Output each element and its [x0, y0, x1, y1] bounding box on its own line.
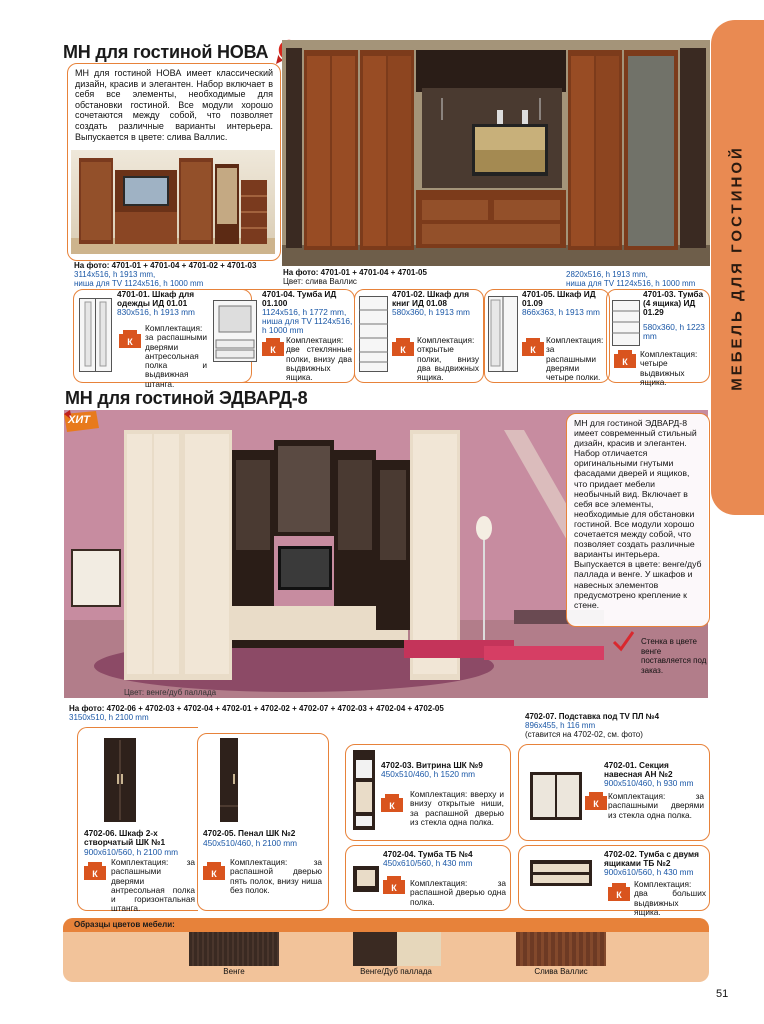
nova-item-code-5: 4701-03. Тумба (4 ящика) ИД 01.29 [643, 289, 704, 317]
nova-item-drawing-4 [488, 296, 518, 372]
kit-icon [522, 338, 544, 356]
side-tab-label: МЕБЕЛЬ ДЛЯ ГОСТИНОЙ [728, 145, 746, 391]
nova-item-kit-3: Комплектация: открытые полки, внизу два выдвижных ящика. [417, 335, 479, 383]
swatch-venge-oak [353, 932, 441, 966]
swatch-venge [189, 932, 279, 966]
nova-item-kit-2: Комплектация: две стеклянные полки, внизу два выдвижных ящика. [286, 335, 352, 383]
nova-item-drawing-5 [612, 300, 640, 346]
edward-item-drawing-6 [530, 860, 592, 886]
hit-badge: ХИТ [62, 410, 100, 434]
edward-item-drawing-4 [353, 866, 379, 892]
nova-photo-small [71, 150, 275, 254]
nova-item-kit-4: Комплектация: за распашными дверями четыре полки. [546, 335, 604, 383]
nova-item-code-1: 4701-01. Шкаф для одежды ИД 01.01 [117, 289, 195, 308]
edward-item-dims-4: 450x610/560, h 430 mm [383, 858, 473, 868]
edward-item-dims-3: 450x510/460, h 1520 mm [381, 769, 476, 779]
edward-item-code-4: 4702-04. Тумба ТБ №4 [383, 849, 473, 859]
kit-icon [392, 338, 414, 356]
edward-item-dims-6: 900x610/560, h 430 mm [604, 867, 694, 877]
nova-item-dims-1: 830x516, h 1913 mm [117, 307, 195, 317]
edward-note: Стенка в цвете венге поставляется под заказ. [641, 637, 707, 675]
svg-text:К: К [530, 345, 536, 355]
nova-photo2-dims: 2820x516, h 1913 mm, [566, 270, 648, 279]
nova-photo2-dims2: ниша для TV 1124x516, h 1000 mm [566, 279, 696, 288]
nova-photo2-caption: На фото: 4701-01 + 4701-04 + 4701-05 [283, 268, 427, 277]
edward-item-code-3: 4702-03. Витрина ШК №9 [381, 760, 483, 770]
nova-item-drawing-1 [79, 298, 112, 372]
edward-item-kit-6: Комплектация: два больших выдвижных ящика. [634, 879, 706, 917]
swatches-title: Образцы цветов мебели: [74, 920, 175, 929]
edward-photo-caption: На фото: 4702-06 + 4702-03 + 4702-04 + 4702-01 + 4702-02 + 4702-07 + 4702-03 + 4702-04 + 4702-05 [69, 704, 444, 713]
section-title-nova: МН для гостиной НОВА [63, 42, 269, 62]
nova-item-code-2: 4701-04. Тумба ИД 01.100 [262, 289, 337, 308]
edward-description: МН для гостиной ЭДВАРД-8 имеет современный стильный дизайн, красив и элегантен. Набор отличается оригинальными гнутыми фасадами дверей и ящиков, что придает мебели необычный вид. Включает в себя все элементы, необходимые для обстановки гостиной. Все модули хорошо сочетается между собой, что позволяет создать различные варианты интерьера. Выпускается в цвете: венге/дуб паллада и венге. У шкафов и навесных элементов предусмотрено крепление к стене. [574, 418, 702, 610]
edward-item-drawing-3 [353, 750, 375, 830]
edward-item-kit-5: Комплектация: за распашными дверями из стекла одна полка. [608, 791, 704, 820]
svg-text:К: К [593, 799, 599, 809]
kit-icon [119, 330, 141, 348]
nova-photo2-color: Цвет: слива Валлис [283, 277, 357, 286]
edward-item-code-2: 4702-05. Пенал ШК №2 [203, 828, 296, 838]
section-title-edward: МН для гостиной ЭДВАРД-8 [65, 388, 308, 408]
kit-icon [381, 794, 403, 812]
svg-text:К: К [92, 869, 98, 879]
stand-code: 4702-07. Подставка под TV ПЛ №4 [525, 712, 660, 721]
swatch-label-venge-oak: Венге/Дуб паллада [360, 967, 432, 976]
edward-item-code-5: 4702-01. Секция навесная АН №2 [604, 760, 673, 779]
nova-photo1-dims: 3114x516, h 1913 mm, [74, 270, 156, 279]
page-number: 51 [716, 988, 729, 1000]
kit-icon [84, 862, 106, 880]
kit-icon [383, 876, 405, 894]
kit-icon [608, 883, 630, 901]
nova-photo1-dims2: ниша для TV 1124x516, h 1000 mm [74, 279, 204, 288]
edward-item-drawing-2 [220, 738, 238, 822]
nova-item-dims-3: 580x360, h 1913 mm [392, 307, 470, 317]
kit-icon [585, 792, 607, 810]
edward-item-drawing-5 [530, 772, 582, 820]
edward-item-dims-1: 900x610/560, h 2100 mm [84, 847, 179, 857]
svg-text:К: К [400, 345, 406, 355]
edward-item-kit-2: Комплектация: за распашной дверью пять полок, внизу ниша без полок. [230, 857, 322, 895]
stand-dims: 896x455, h 116 mm [525, 721, 596, 730]
nova-item-dims-4: 866x363, h 1913 mm [522, 307, 600, 317]
check-icon [612, 630, 634, 652]
nova-description: МН для гостиной НОВА имеет классический дизайн, красив и элегантен. Набор включает в себя все элементы, необходимые для обстановки гостиной. Все модули хорошо сочетаются между собой, что позволяет создать различные варианты интерьера. Выпускается в цвете: слива Валлис. [75, 68, 273, 142]
edward-item-code-1: 4702-06. Шкаф 2-х створчатый ШК №1 [84, 828, 166, 847]
nova-item-kit-5: Комплектация: четыре выдвижных ящика. [640, 349, 698, 387]
nova-item-drawing-3 [359, 296, 388, 372]
nova-photo1-caption: На фото: 4701-01 + 4701-04 + 4701-02 + 4701-03 [74, 261, 257, 270]
edward-photo-dims: 3150x510, h 2100 mm [69, 713, 149, 722]
svg-text:К: К [622, 357, 628, 367]
edward-item-dims-2: 450x510/460, h 2100 mm [203, 838, 298, 848]
nova-item-code-3: 4701-02. Шкаф для книг ИД 01.08 [392, 289, 470, 308]
edward-item-code-6: 4702-02. Тумба с двумя ящиками ТБ №2 [604, 849, 699, 868]
svg-text:К: К [211, 869, 217, 879]
swatch-sliva [516, 932, 606, 966]
nova-photo-large [282, 40, 710, 266]
edward-photo-color: Цвет: венге/дуб паллада [124, 688, 217, 697]
svg-text:К: К [616, 890, 622, 900]
swatch-label-venge: Венге [223, 967, 245, 976]
nova-item-drawing-2 [213, 300, 257, 362]
svg-text:К: К [270, 345, 276, 355]
edward-item-kit-4: Комплектация: за распашной дверью одна полка. [410, 878, 506, 907]
svg-text:К: К [389, 801, 395, 811]
kit-icon [203, 862, 225, 880]
nova-item-dims-5: 580x360, h 1223 mm [643, 322, 705, 341]
svg-text:К: К [391, 883, 397, 893]
kit-icon [614, 350, 636, 368]
edward-item-drawing-1 [104, 738, 136, 822]
nova-item-code-4: 4701-05. Шкаф ИД 01.09 [522, 289, 596, 308]
nova-item-dims-2: 1124x516, h 1772 mm, ниша для TV 1124x516, h 1000 mm [262, 307, 353, 335]
nova-item-kit-1: Комплектация: за распашными дверями антресольная полка и выдвижная штанга. [145, 323, 207, 389]
edward-item-kit-1: Комплектация: за распашными дверями антресольная полка и горизонтальная штанга. [111, 857, 195, 914]
swatch-label-sliva: Слива Валлис [534, 967, 588, 976]
edward-item-dims-5: 900x510/460, h 930 mm [604, 778, 694, 788]
kit-icon [262, 338, 284, 356]
stand-note: (ставится на 4702-02, см. фото) [525, 730, 643, 739]
edward-item-kit-3: Комплектация: вверху и внизу открытые ниши, за распашной дверью из стекла одна полка. [410, 789, 504, 827]
svg-text:К: К [127, 337, 133, 347]
